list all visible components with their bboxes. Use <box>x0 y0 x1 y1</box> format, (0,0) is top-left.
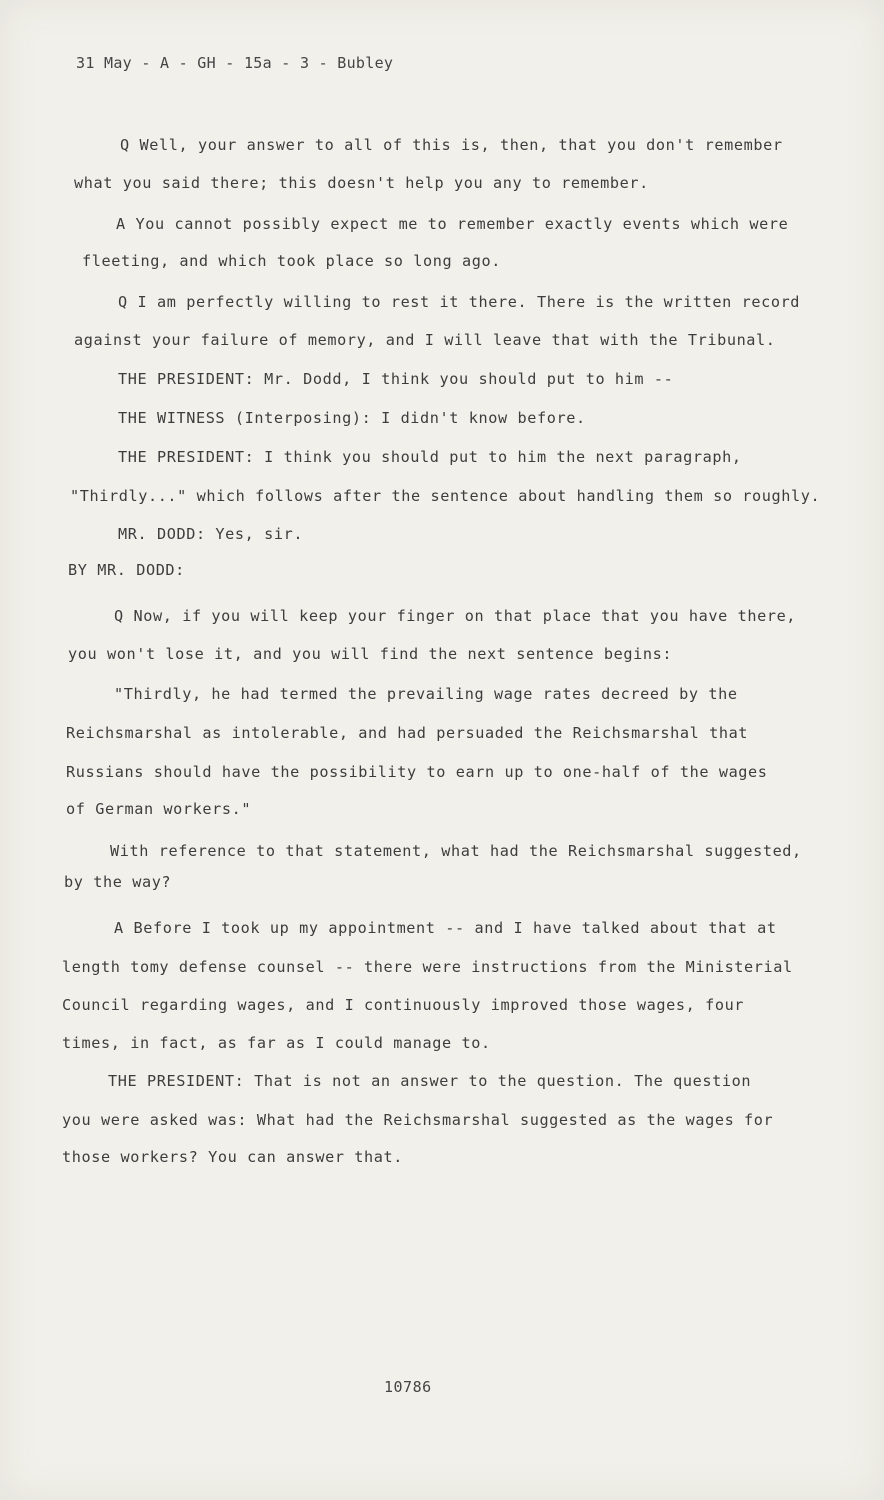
transcript-line: you won't lose it, and you will find the next sentence begins: <box>68 645 673 663</box>
transcript-line: THE PRESIDENT: That is not an answer to the question. The question <box>108 1072 752 1090</box>
transcript-line: Q Now, if you will keep your finger on that place that you have there, <box>114 607 797 625</box>
page-number: 10786 <box>384 1378 432 1396</box>
transcript-line: by the way? <box>64 873 172 891</box>
transcript-line: of German workers." <box>66 800 252 818</box>
transcript-line: THE WITNESS (Interposing): I didn't know before. <box>118 409 586 427</box>
transcript-line: "Thirdly..." which follows after the sentence about handling them so roughly. <box>70 487 821 505</box>
transcript-line: Q I am perfectly willing to rest it there. There is the written record <box>118 293 801 311</box>
transcript-line: Reichsmarshal as intolerable, and had persuaded the Reichsmarshal that <box>66 724 749 742</box>
transcript-line: fleeting, and which took place so long ago. <box>82 252 501 270</box>
page-header-reference: 31 May - A - GH - 15a - 3 - Bubley <box>76 54 394 72</box>
transcript-line: you were asked was: What had the Reichsmarshal suggested as the wages for <box>62 1111 774 1129</box>
transcript-line: what you said there; this doesn't help you any to remember. <box>74 174 649 192</box>
transcript-line: those workers? You can answer that. <box>62 1148 404 1166</box>
transcript-line: A You cannot possibly expect me to remember exactly events which were <box>116 215 789 233</box>
transcript-line: THE PRESIDENT: Mr. Dodd, I think you should put to him -- <box>118 370 674 388</box>
transcript-line: MR. DODD: Yes, sir. <box>118 525 304 543</box>
transcript-line: times, in fact, as far as I could manage to. <box>62 1034 491 1052</box>
transcript-line: Council regarding wages, and I continuously improved those wages, four <box>62 996 745 1014</box>
transcript-line: Russians should have the possibility to earn up to one-half of the wages <box>66 763 768 781</box>
transcript-line: "Thirdly, he had termed the prevailing wage rates decreed by the <box>114 685 738 703</box>
transcript-line: A Before I took up my appointment -- and I have talked about that at <box>114 919 777 937</box>
transcript-line: BY MR. DODD: <box>68 561 185 579</box>
transcript-line: With reference to that statement, what had the Reichsmarshal suggested, <box>110 842 802 860</box>
transcript-line: Q Well, your answer to all of this is, then, that you don't remember <box>120 136 783 154</box>
transcript-line: length tomy defense counsel -- there were instructions from the Ministerial <box>62 958 793 976</box>
transcript-line: THE PRESIDENT: I think you should put to him the next paragraph, <box>118 448 742 466</box>
transcript-line: against your failure of memory, and I will leave that with the Tribunal. <box>74 331 776 349</box>
